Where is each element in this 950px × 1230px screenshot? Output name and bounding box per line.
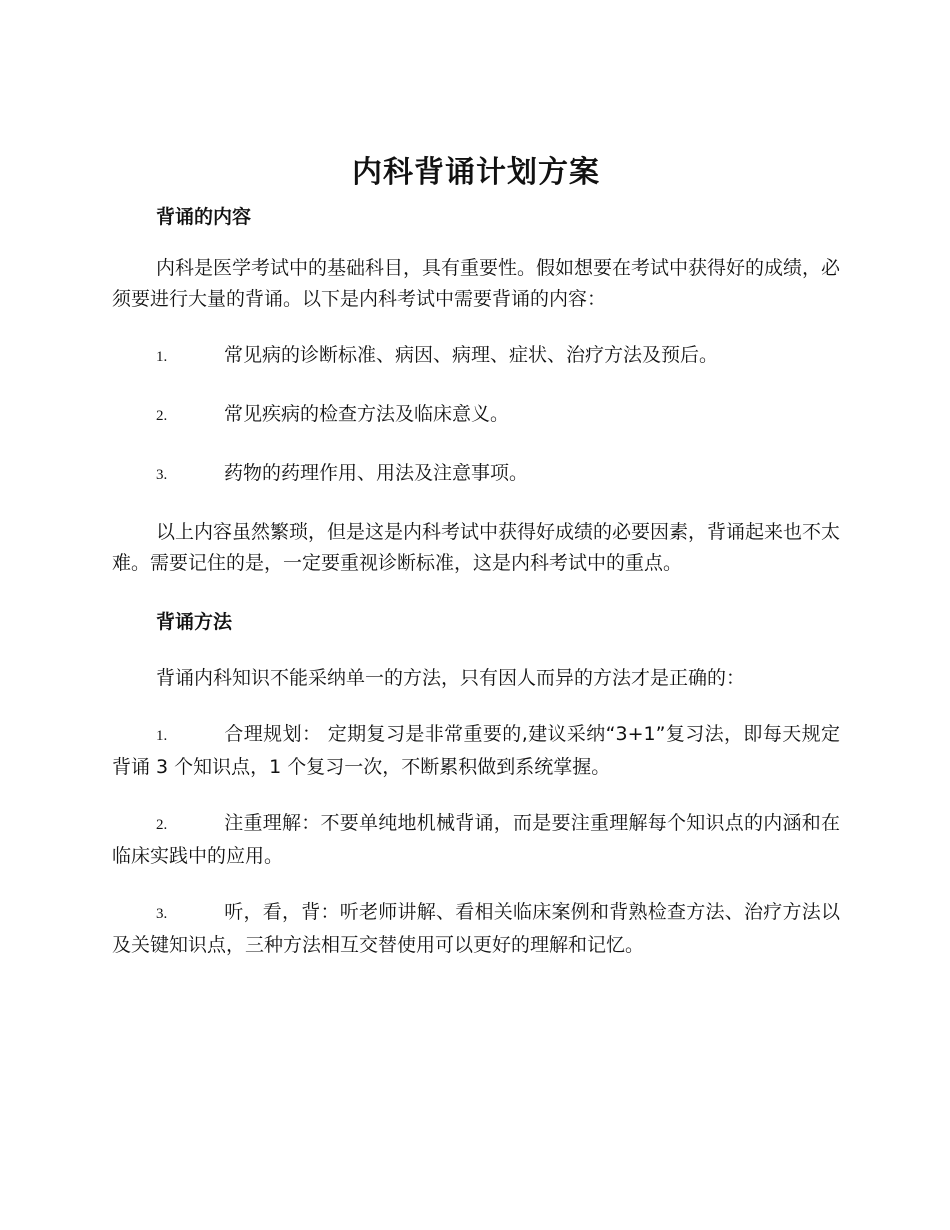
list-item-number: 1. [156, 728, 168, 744]
section1-conclusion: 以上内容虽然繁琐，但是这是内科考试中获得好成绩的必要因素，背诵起来也不太难。需要记住的是，一定要重视诊断标准，这是内科考试中的重点。 [112, 521, 841, 574]
list-item [112, 808, 840, 872]
list-item [112, 458, 840, 491]
list-item-text: 听，看，背：听老师讲解、看相关临床案例和背熟检查方法、治疗方法以及关键知识点，三种方法相互交替使用可以更好的理解和记忆。 [112, 901, 840, 956]
list-item-number: 2. [156, 817, 168, 833]
list-item [112, 719, 840, 783]
list-item-number: 2. [156, 408, 168, 424]
list-item-number: 1. [156, 349, 168, 365]
list-item-text: 常见病的诊断标准、病因、病理、症状、治疗方法及预后。 [224, 344, 719, 366]
list-item-text: 注重理解：不要单纯地机械背诵，而是要注重理解每个知识点的内涵和在临床实践中的应用。 [112, 812, 840, 867]
list-item-text: 合理规划： 定期复习是非常重要的,建议采纳“3+1”复习法，即每天规定背诵 3 个知识点，1 个复习一次，不断累积做到系统掌握。 [112, 723, 840, 778]
section-heading-methods: 背诵方法 [156, 611, 233, 633]
section-heading-content: 背诵的内容 [156, 206, 252, 228]
section1-intro: 内科是医学考试中的基础科目，具有重要性。假如想要在考试中获得好的成绩，必须要进行大量的背诵。以下是内科考试中需要背诵的内容： [112, 257, 841, 310]
list-item-text: 常见疾病的检查方法及临床意义。 [224, 403, 510, 425]
section2-intro: 背诵内科知识不能采纳单一的方法，只有因人而异的方法才是正确的： [156, 667, 746, 689]
list-item-number: 3. [156, 467, 168, 483]
list-item-text: 药物的药理作用、用法及注意事项。 [224, 462, 529, 484]
document-title: 内科背诵计划方案 [352, 155, 600, 190]
list-item [112, 399, 840, 432]
list-item [112, 340, 840, 373]
list-item-number: 3. [156, 906, 168, 922]
list-item [112, 897, 840, 961]
